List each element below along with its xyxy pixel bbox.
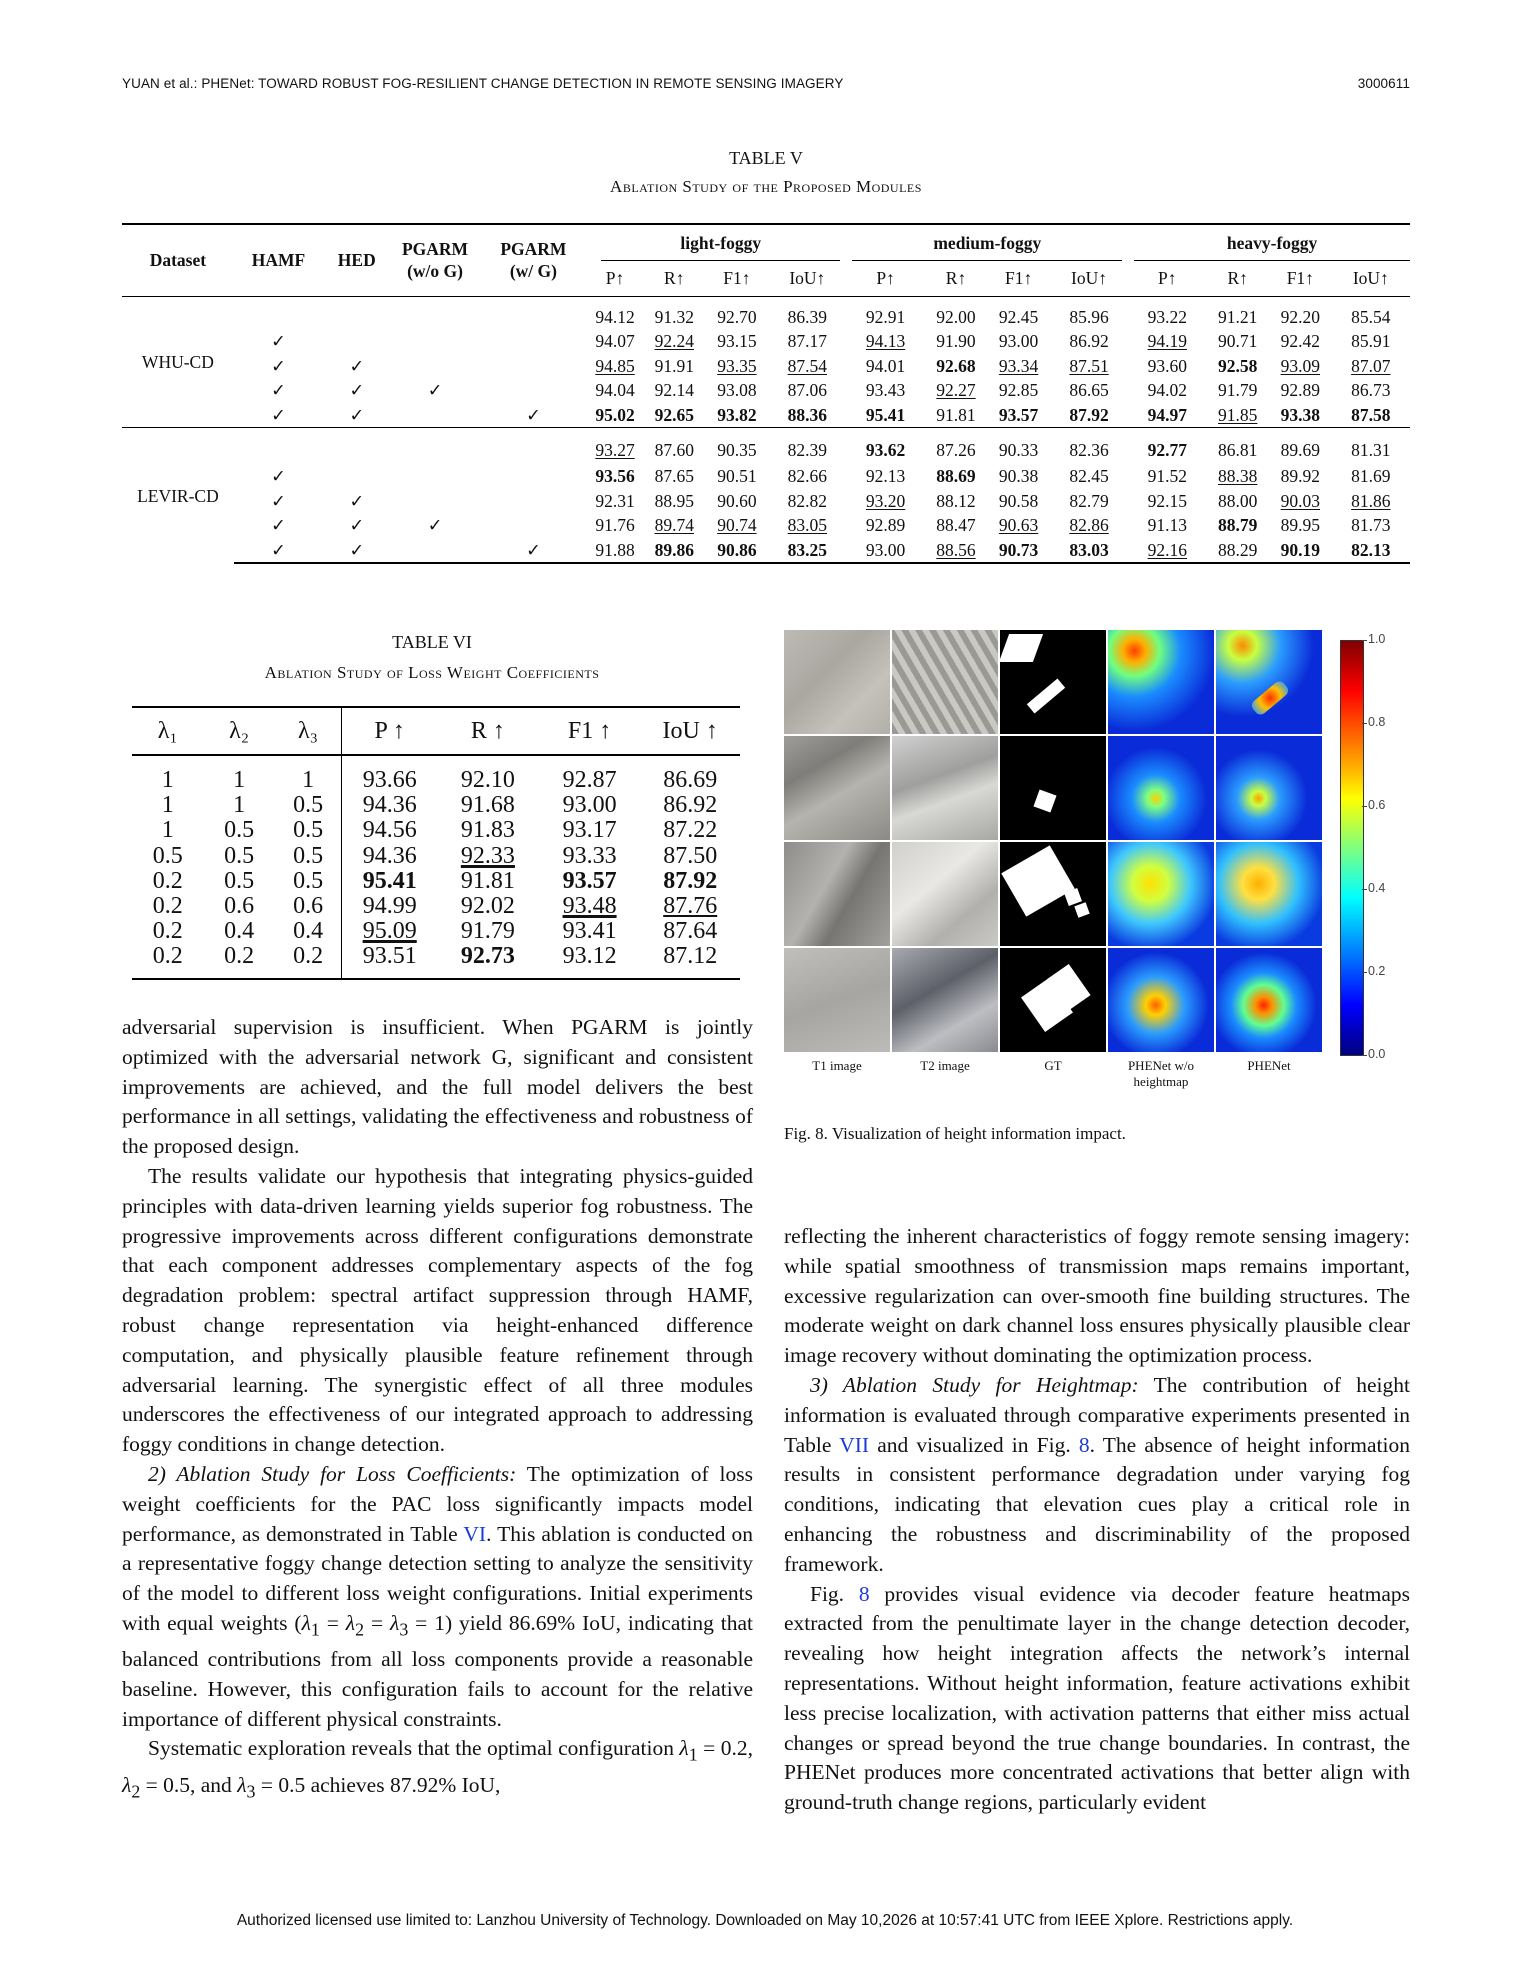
metric-r: R↑ (643, 262, 706, 296)
colorbar-tick: 0.2 (1368, 964, 1386, 978)
check-mark: ✓ (271, 490, 286, 511)
figure-col-label: T2 image (920, 1058, 970, 1073)
col-pgarm-wo-g: PGARM (w/o G) (390, 224, 479, 296)
t1-image (784, 630, 890, 734)
t2-image (892, 736, 998, 840)
table-row: ✓ ✓ 92.31 88.95 90.60 82.82 93.20 88.12 90.58 82.79 92.15 88.00 90.03 81.86 (122, 489, 1410, 514)
check-mark: ✓ (526, 404, 541, 425)
table-row: 1 1 1 93.66 92.10 92.87 86.69 (132, 755, 740, 793)
h-r: R ↑ (437, 707, 539, 755)
table6 (132, 706, 740, 980)
table-row: 1 1 0.5 94.36 91.68 93.00 86.92 (161, 792, 718, 819)
check-mark: ✓ (271, 515, 286, 536)
check-mark: ✓ (271, 380, 286, 401)
t1-image (784, 948, 890, 1052)
gt-mask (1000, 842, 1106, 946)
figure-col-label: PHENet (1247, 1058, 1291, 1073)
h-lambda2: λ₂ (203, 707, 274, 755)
figure8-caption: Fig. 8. Visualization of height information impact. (784, 1124, 1126, 1143)
colorbar-tick: 0.0 (1368, 1047, 1386, 1061)
table-row: ✓ ✓ ✓ 95.02 92.65 93.82 88.36 95.41 91.81 93.57 87.92 94.97 91.85 93.38 87.58 (122, 403, 1410, 428)
table5 (122, 223, 1410, 564)
gt-mask (1000, 630, 1106, 734)
table-row: ✓ 94.07 92.24 93.15 87.17 94.13 91.90 93.00 86.92 94.19 90.71 92.42 85.91 (122, 329, 1410, 354)
gt-mask (1000, 948, 1106, 1052)
metric-r: R↑ (925, 262, 988, 296)
check-mark: ✓ (323, 538, 390, 564)
heatmap-without-height (1108, 630, 1214, 734)
figure-col-label: PHENet w/o heightmap (1127, 1058, 1195, 1089)
metric-iou: IoU↑ (1332, 262, 1410, 296)
t2-image (892, 948, 998, 1052)
t2-image (892, 630, 998, 734)
table-row: LEVIR-CD 93.27 87.60 90.35 82.39 93.62 87.26 90.33 82.36 92.77 86.81 89.69 81.31 (122, 428, 1410, 464)
metric-f1: F1↑ (706, 262, 769, 296)
check-mark: ✓ (271, 355, 286, 376)
t1-image (784, 736, 890, 840)
figure-col-label: GT (1044, 1058, 1062, 1073)
table-row: 0.2 0.6 0.6 94.99 92.02 93.48 87.76 (152, 893, 718, 920)
heatmap-without-height (1108, 948, 1214, 1052)
h-iou: IoU ↑ (640, 707, 740, 755)
figure-col-label: T1 image (812, 1058, 862, 1073)
figure8 (784, 630, 1410, 1090)
h-p: P ↑ (342, 707, 437, 755)
group-medium-foggy: medium-foggy (846, 224, 1128, 262)
col-hamf: HAMF (234, 224, 323, 296)
colorbar-tick: 0.4 (1368, 881, 1386, 895)
col-hed: HED (323, 224, 390, 296)
table-row: ✓ 93.56 87.65 90.51 82.66 92.13 88.69 90.38 82.45 91.52 88.38 89.92 81.69 (122, 464, 1410, 489)
heatmap-phenet (1216, 630, 1322, 734)
heatmap-phenet (1216, 948, 1322, 1052)
h-lambda1: λ₁ (132, 707, 203, 755)
dataset-whu: WHU-CD (141, 351, 214, 372)
colorbar-tick: 0.6 (1368, 798, 1386, 812)
check-mark: ✓ (271, 404, 286, 425)
table6-label: TABLE VI (392, 632, 472, 652)
table-row: ✓ ✓ ✓ 94.04 92.14 93.08 87.06 93.43 92.27 92.85 86.65 94.02 91.79 92.89 86.73 (122, 378, 1410, 403)
left-column-text: adversarial supervision is insufficient. When PGARM is jointly optimized with the adversarial network G, significant and consistent improvements are achieved, and the full model delivers the best performance in all settings, validating the effectiveness and robustness of the proposed design. The results validate our hypothesis that integrating physics-guided principles with data-driven learning yields superior fog robustness. The progressive improvements across different configurations demonstrate that each component addresses complementary aspects of the fog degradation problem: spectral artifact suppression through HAMF, robust change representation via height-enhanced difference computation, and physically plausible feature refinement through adversarial learning. The synergistic effect of all three modules underscores the effectiveness of our integrated approach to addressing foggy conditions in change detection. 2) Ablation Study for Loss Coefficients: The optimization of loss weight coefficients for the PAC loss significantly impacts model performance, as demonstrated in Table VI. This ablation is conducted on a representative foggy change detection setting to analyze the sensitivity of the model to different loss weight configurations. Initial experiments with equal weights $(\lambda_1 = \lambda_2 = \lambda_3 = 1)$ yield 86.69% IoU, indicating that balanced contributions from all loss components provide a reasonable baseline. However, this configuration fails to account for the relative importance of different physical constraints. Systematic exploration reveals that the optimal configuration $\lambda_1 = 0.2$, $\lambda_2 = 0.5$, and $\lambda_3 = 0.5$ achieves 87.92% IoU, (122, 1015, 753, 1801)
check-mark: ✓ (271, 465, 286, 486)
colorbar-tick: 1.0 (1368, 632, 1386, 646)
check-mark: ✓ (234, 538, 323, 564)
gt-mask (1000, 736, 1106, 840)
check-mark: ✓ (427, 515, 443, 536)
table-row: 1 0.5 0.5 94.56 91.83 93.17 87.22 (161, 817, 718, 844)
table-row: ✓ ✓ 94.85 91.91 93.35 87.54 94.01 92.68 93.34 87.51 93.60 92.58 93.09 87.07 (122, 354, 1410, 379)
right-column-text: reflecting the inherent characteristics of foggy remote sensing imagery: while spatial smoothness of transmission maps remains important, excessive regularization can over-smooth fine building structures. The moderate weight on dark channel loss ensures physically plausible clear image recovery without dominating the optimization process. 3) Ablation Study for Heightmap: The contribution of height information is evaluated through comparative experiments presented in Table VII and visualized in Fig. 8. The absence of height information results in consistent performance degradation under varying fog conditions, indicating that elevation cues play a critical role in enhancing the robustness and discriminability of the proposed framework. Fig. 8 provides visual evidence via decoder feature heatmaps extracted from the penultimate layer in the change detection decoder, revealing how height integration affects the network’s internal representations. Without height information, feature activations exhibit less precise localization, with activation patterns that either miss actual changes or spread beyond the true change boundaries. In contrast, the PHENet produces more concentrated activations that better align with ground-truth change regions, particularly evident (784, 1224, 1410, 1815)
t1-image (784, 842, 890, 946)
check-mark: ✓ (427, 380, 443, 401)
colorbar (1340, 640, 1364, 1056)
table-row: ✓ ✓ ✓ 91.76 89.74 90.74 83.05 92.89 88.47 90.63 82.86 91.13 88.79 89.95 81.73 (122, 513, 1410, 538)
table-row: 0.2 0.4 0.4 95.09 91.79 93.41 87.64 (152, 918, 718, 945)
metric-p: P↑ (587, 262, 643, 296)
metric-iou: IoU↑ (1050, 262, 1128, 296)
h-f1: F1 ↑ (539, 707, 641, 755)
colorbar-tick: 0.8 (1368, 715, 1386, 729)
dataset-levir: LEVIR-CD (122, 428, 234, 563)
table-row: 0.2 0.5 0.5 95.41 91.81 93.57 87.92 (152, 867, 718, 894)
heatmap-phenet (1216, 736, 1322, 840)
group-heavy-foggy: heavy-foggy (1128, 224, 1410, 262)
metric-p: P↑ (1128, 262, 1206, 296)
check-mark: ✓ (349, 490, 365, 511)
table-row: ✓ ✓ ✓ 91.88 89.86 90.86 83.25 93.00 88.56 90.73 83.03 92.16 88.29 90.19 82.13 (122, 538, 1410, 564)
check-mark: ✓ (480, 538, 587, 564)
metric-iou: IoU↑ (768, 262, 846, 296)
h-lambda3: λ₃ (275, 707, 342, 755)
running-title: YUAN et al.: PHENet: TOWARD ROBUST FOG-RESILIENT CHANGE DETECTION IN REMOTE SENSING IMAGERY (122, 76, 844, 91)
col-dataset: Dataset (122, 224, 234, 296)
heatmap-without-height (1108, 736, 1214, 840)
check-mark: ✓ (349, 380, 365, 401)
heatmap-without-height (1108, 842, 1214, 946)
col-pgarm-w-g: PGARM (w/ G) (480, 224, 587, 296)
table6-title: Ablation Study of Loss Weight Coefficients (264, 663, 600, 682)
table-row: 0.5 0.5 0.5 94.36 92.33 93.33 87.50 (152, 842, 718, 869)
heatmap-phenet (1216, 842, 1322, 946)
page-number: 3000611 (1357, 76, 1410, 91)
metric-p: P↑ (846, 262, 924, 296)
table5-title: Ablation Study of the Proposed Modules (610, 177, 922, 196)
check-mark: ✓ (349, 355, 365, 376)
metric-r: R↑ (1206, 262, 1269, 296)
group-light-foggy: light-foggy (587, 224, 846, 262)
footer-license: Authorized licensed use limited to: Lanzhou University of Technology. Downloaded on May 10,2026 at 10:57:41 UTC from IEEE Xplore. Restrictions apply. (236, 1912, 1294, 1929)
table-row: WHU-CD 94.12 91.32 92.70 86.39 92.91 92.00 92.45 85.96 93.22 91.21 92.20 85.54 (122, 296, 1410, 329)
table-row: 0.2 0.2 0.2 93.51 92.73 93.12 87.12 (132, 944, 740, 978)
metric-f1: F1↑ (987, 262, 1050, 296)
table5-label: TABLE V (729, 148, 803, 168)
check-mark: ✓ (349, 404, 365, 425)
check-mark: ✓ (271, 331, 286, 352)
check-mark: ✓ (349, 515, 365, 536)
metric-f1: F1↑ (1269, 262, 1332, 296)
t2-image (892, 842, 998, 946)
